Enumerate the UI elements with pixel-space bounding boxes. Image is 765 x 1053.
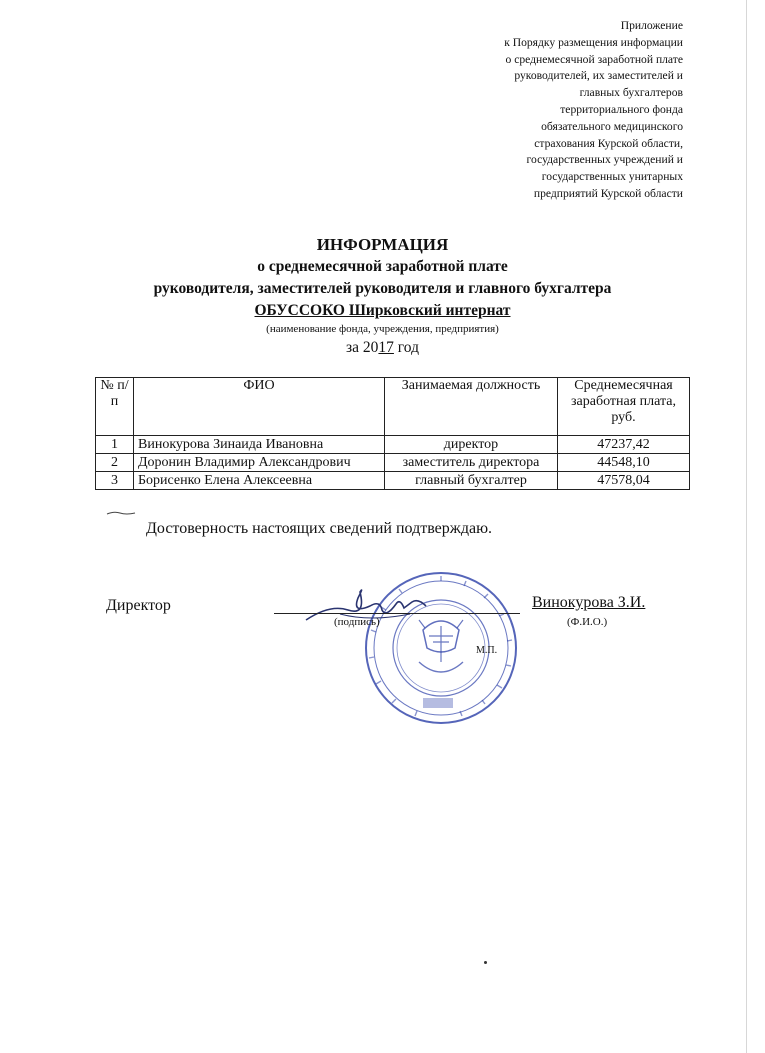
row-salary: 47237,42 [558,436,690,454]
table-header-row [96,378,690,436]
document-heading [0,234,765,359]
salary-table [95,377,690,490]
year-word: год [393,339,419,356]
table-row [96,454,690,472]
appendix-line: страхования Курской области, [534,136,683,150]
row-name: Винокурова Зинаида Ивановна [134,436,385,454]
signature-line [274,613,520,614]
appendix-line: обязательного медицинского [541,119,683,133]
document-subtitle: о среднемесячной заработной плате [257,258,508,275]
row-num: 1 [96,436,134,454]
appendix-line: государственных унитарных [541,170,683,184]
appendix-line: о среднемесячной заработной плате [505,52,683,66]
header-salary: Среднемесячная заработная плата, руб. [558,378,690,436]
appendix-line: главных бухгалтеров [579,86,683,100]
seal-place-label: М.П. [476,645,498,656]
header-name: ФИО [134,378,385,436]
row-position: главный бухгалтер [385,472,558,490]
row-salary: 44548,10 [558,454,690,472]
row-position: заместитель директора [385,454,558,472]
appendix-line: государственных учреждений и [526,153,683,167]
scan-edge [746,0,747,1053]
document-title: ИНФОРМАЦИЯ [316,235,449,254]
appendix-line: к Порядку размещения информации [504,35,683,49]
name-caption: (Ф.И.О.) [567,616,608,628]
table-row [96,472,690,490]
year-prefix: за 20 [346,339,379,356]
document-subtitle-2: руководителя, заместителей руководителя и главного бухгалтера [153,280,612,297]
row-num: 2 [96,454,134,472]
signer-role: Директор [106,597,171,614]
confirmation-text: Достоверность настоящих сведений подтверждаю. [146,520,493,537]
appendix-line: предприятий Курской области [533,186,683,200]
appendix-line: Приложение [620,19,683,32]
row-num: 3 [96,472,134,490]
report-year [0,337,765,359]
header-position: Занимаемая должность [385,378,558,436]
row-name: Борисенко Елена Алексеевна [134,472,385,490]
appendix-line: территориального фонда [560,102,683,116]
signature-caption: (подпись) [334,616,380,628]
appendix-note [504,18,683,203]
table-row [96,436,690,454]
scribble-mark [106,510,136,516]
row-name: Доронин Владимир Александрович [134,454,385,472]
signer-name: Винокурова З.И. [532,594,646,611]
year-suffix: 17 [378,339,394,356]
header-num: № п/п [96,378,134,436]
organization-caption: (наименование фонда, учреждения, предприятия) [266,323,499,335]
organization-name: ОБУССОКО Ширковский интернат [254,302,511,319]
appendix-line: руководителей, их заместителей и [514,69,683,83]
row-salary: 47578,04 [558,472,690,490]
scan-dot [484,961,487,964]
row-position: директор [385,436,558,454]
